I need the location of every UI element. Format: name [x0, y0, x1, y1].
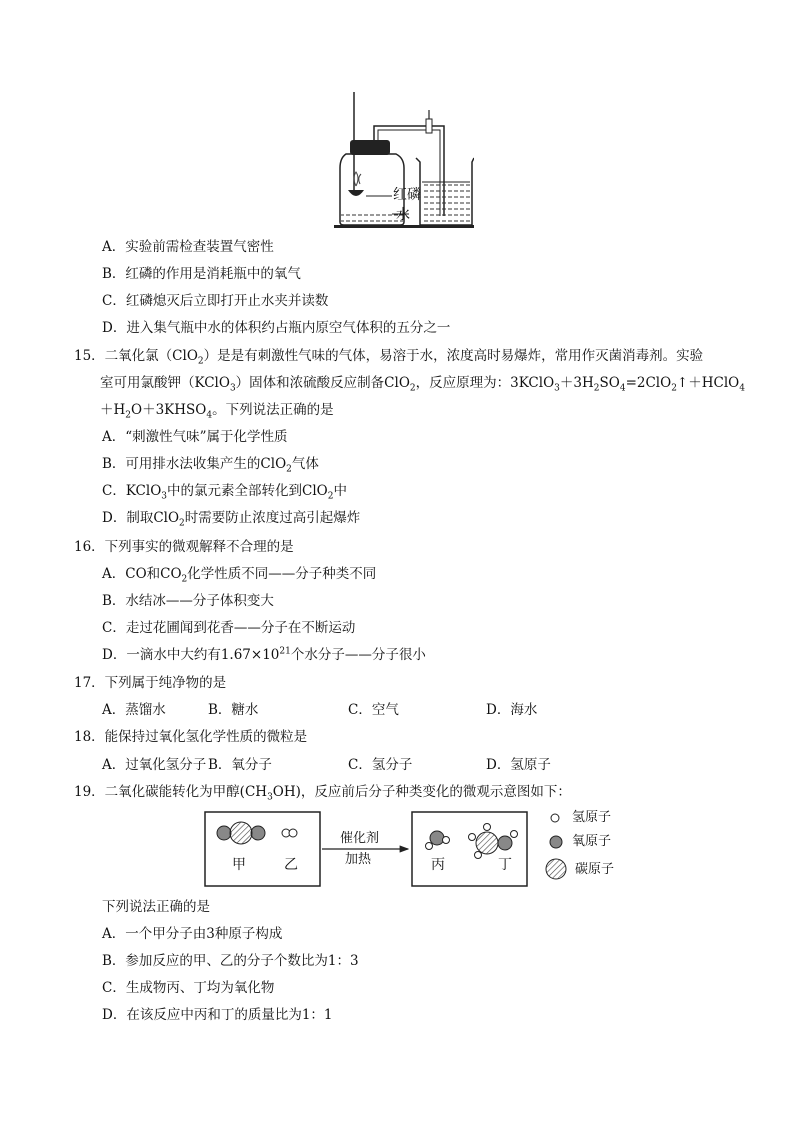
q16-stem: 16．下列事实的微观解释不合理的是: [74, 539, 294, 555]
q14-option-b: B．红磷的作用是消耗瓶中的氧气: [102, 266, 301, 282]
q18-stem: 18．能保持过氧化氢化学性质的微粒是: [74, 729, 308, 745]
q14-option-d: D．进入集气瓶中水的体积约占瓶内原空气体积的五分之一: [102, 320, 451, 336]
q15-option-c: C．KClO$_3$中的氯元素全部转化到ClO$_2$中: [102, 483, 347, 502]
label-heat: 加热: [345, 852, 372, 867]
q17-option-d: D．海水: [486, 702, 538, 718]
label-water: 水: [396, 207, 410, 223]
label-catalyst: 催化剂: [340, 831, 380, 846]
label-bing: 丙: [431, 857, 445, 873]
legend-oxygen: 氧原子: [572, 834, 612, 849]
q17-option-a: A．蒸馏水: [102, 702, 166, 718]
q16-option-d: D．一滴水中大约有$1.67\times 10^{21}$个水分子——分子很小: [102, 646, 426, 663]
q16-option-b: B．水结冰——分子体积变大: [102, 593, 274, 609]
q18-option-a: A．过氧化氢分子: [102, 757, 207, 773]
q19-prompt: 下列说法正确的是: [102, 899, 210, 915]
q17-stem: 17．下列属于纯净物的是: [74, 675, 227, 691]
q19-option-a: A．一个甲分子由3种原子构成: [102, 926, 283, 942]
q16-option-c: C．走过花圃闻到花香——分子在不断运动: [102, 620, 356, 636]
q14-option-a: A．实验前需检查装置气密性: [102, 239, 274, 255]
q15-stem-line3: $+H_2O+3KHSO_4$。下列说法正确的是: [100, 402, 334, 421]
q18-option-c: C．氢分子: [348, 757, 413, 773]
q14-option-c: C．红磷熄灭后立即打开止水夹并读数: [102, 293, 329, 309]
q16-option-a: A．CO和$CO_2$化学性质不同——分子种类不同: [102, 566, 377, 585]
q18-option-b: B．氧分子: [208, 757, 272, 773]
legend-hydrogen: 氢原子: [572, 810, 612, 825]
q17-option-c: C．空气: [348, 702, 399, 718]
q15-stem-line1: 15．二氧化氯（ClO$_2$）是是有刺激性气味的气体，易溶于水，浓度高时易爆炸，常用作灭菌消毒剂。实验: [74, 348, 704, 367]
label-jia: 甲: [232, 857, 246, 873]
q17-option-b: B．糖水: [208, 702, 259, 718]
q19-option-d: D．在该反应中丙和丁的质量比为1：1: [102, 1007, 333, 1023]
q15-option-d: D．制取ClO$_2$时需要防止浓度过高引起爆炸: [102, 510, 361, 529]
q19-option-b: B．参加反应的甲、乙的分子个数比为1：3: [102, 953, 359, 969]
q15-stem-line2: 室可用氯酸钾（KClO$_3$）固体和浓硫酸反应制备ClO$_2$，反应原理为：$3KClO_3+3H_2SO_4=2ClO_2↑+HClO_4$: [100, 375, 745, 394]
q19-stem: 19．二氧化碳能转化为甲醇$(CH_3OH)$，反应前后分子种类变化的微观示意图如下：: [74, 784, 571, 803]
legend-carbon: 碳原子: [575, 862, 615, 877]
q15-option-a: A．“刺激性气味”属于化学性质: [102, 429, 288, 445]
label-ding: 丁: [498, 857, 512, 873]
q19-option-c: C．生成物丙、丁均为氧化物: [102, 980, 275, 996]
label-yi: 乙: [284, 857, 298, 873]
q18-option-d: D．氢原子: [486, 757, 551, 773]
reaction-diagram: [200, 806, 630, 888]
q15-option-b: B．可用排水法收集产生的ClO$_2$气体: [102, 456, 319, 475]
label-red-phosphorus: 红磷: [393, 187, 421, 203]
